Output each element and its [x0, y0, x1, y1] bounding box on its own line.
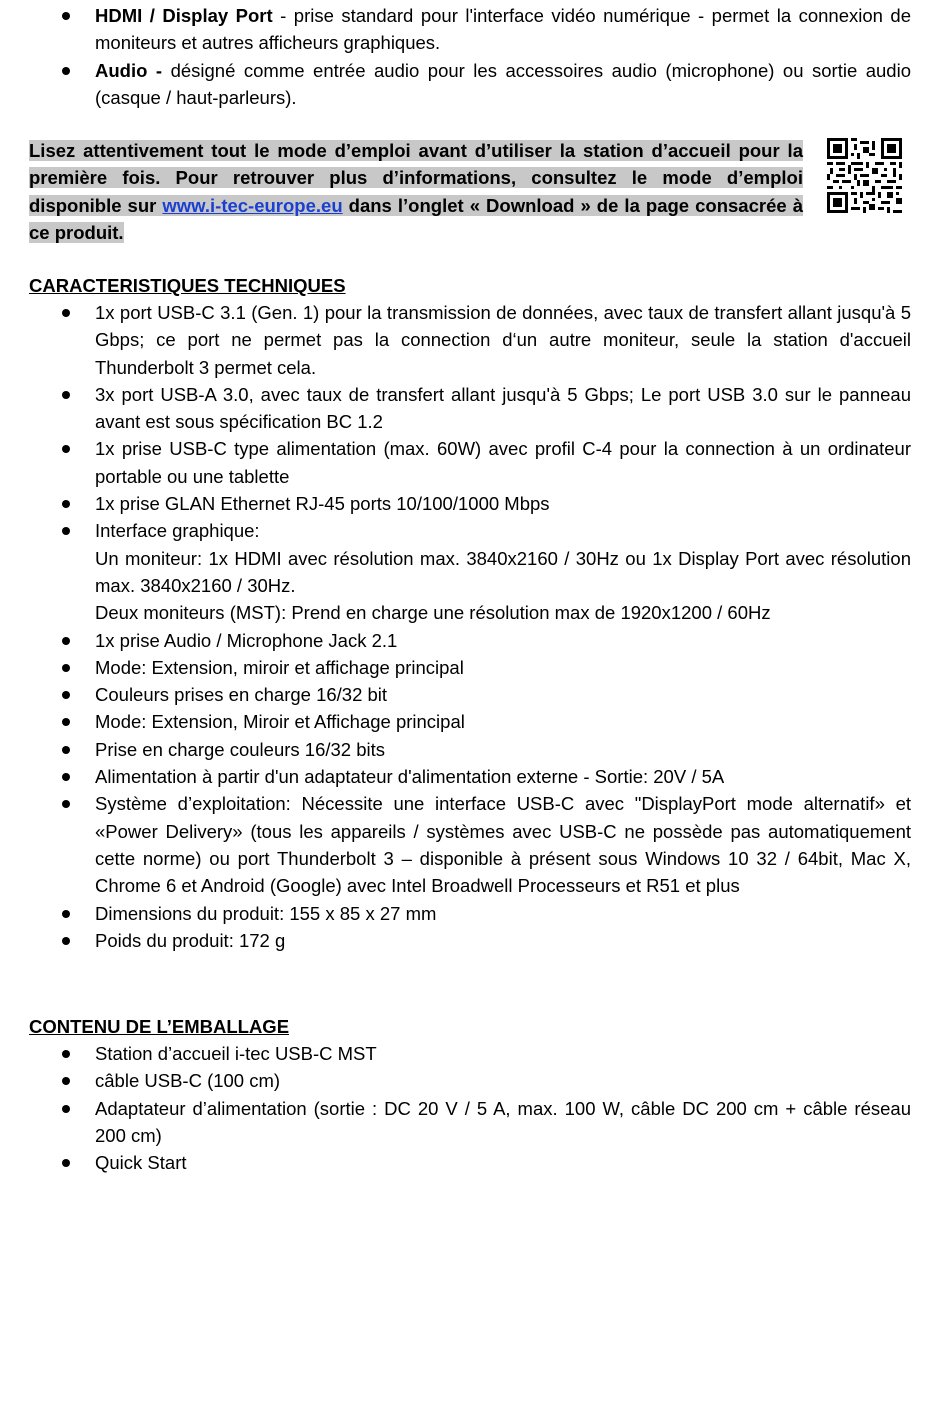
bullet-icon: [62, 12, 70, 20]
list-item: [29, 517, 911, 626]
package-list: [29, 1040, 911, 1176]
list-item: [29, 790, 911, 899]
item-text: 1x prise USB-C type alimentation (max. 60W) avec profil C-4 pour la connection à un ordinateur portable ou une tablette: [95, 438, 911, 487]
bullet-icon: [62, 637, 70, 645]
list-item: [29, 681, 911, 708]
bullet-icon: [62, 445, 70, 453]
list-item: [29, 736, 911, 763]
item-text: Mode: Extension, miroir et affichage principal: [95, 656, 464, 678]
list-item: [29, 435, 911, 490]
item-text: Dimensions du produit: 155 x 85 x 27 mm: [95, 902, 437, 924]
bullet-icon: [62, 1077, 70, 1085]
list-item: [29, 1095, 911, 1150]
item-text: Adaptateur d’alimentation (sortie : DC 20 V / 5 A, max. 100 W, câble DC 200 cm + câble réseau 200 cm): [95, 1097, 911, 1146]
item-text: 3x port USB-A 3.0, avec taux de transfert allant jusqu'à 5 Gbps; Le port USB 3.0 sur le panneau avant est sous spécification BC 1.2: [95, 383, 911, 433]
item-text: Quick Start: [95, 1152, 187, 1174]
intro-list: [29, 2, 911, 111]
bullet-icon: [62, 500, 70, 508]
section-heading-package: CONTENU DE L’EMBALLAGE: [29, 1016, 290, 1037]
list-item: [29, 57, 911, 112]
bullet-icon: [62, 67, 70, 75]
item-term: HDMI / Display Port: [95, 5, 273, 26]
list-item: [29, 763, 911, 790]
bullet-icon: [62, 664, 70, 672]
item-text: Mode: Extension, Miroir et Affichage principal: [95, 711, 465, 733]
item-text: 1x prise GLAN Ethernet RJ-45 ports 10/100/1000 Mbps: [95, 493, 550, 515]
website-link[interactable]: www.i-tec-europe.eu: [162, 194, 343, 216]
qr-code-icon: [827, 138, 902, 213]
list-item: [29, 1067, 911, 1094]
list-item: [29, 708, 911, 735]
item-text: Système d’exploitation: Nécessite une interface USB-C avec "DisplayPort mode alternatif» et «Power Delivery» (tous les appareils / systèmes avec USB-C ne possède pas automatiquement cette norme) ou port Thunderbolt 3 – disponible à présent sous Windows 10 32 / 64bit, Mac X, Chrome 6 et Android (Google) avec Intel Broadwell Processeurs et R51 et plus: [95, 793, 911, 897]
item-text: 1x port USB-C 3.1 (Gen. 1) pour la transmission de données, avec taux de transfert allant jusqu'à 5 Gbps; ce port ne permet pas la connection d‘un autre moniteur, seule la station d'accueil Thunderbolt 3 permet cela.: [95, 302, 911, 378]
bullet-icon: [62, 1105, 70, 1113]
bullet-icon: [62, 910, 70, 918]
list-item: [29, 381, 911, 436]
item-text: Prise en charge couleurs 16/32 bits: [95, 738, 386, 760]
list-item: [29, 927, 911, 954]
bullet-icon: [62, 718, 70, 726]
item-text: câble USB-C (100 cm): [95, 1070, 281, 1092]
bullet-icon: [62, 746, 70, 754]
notice-text-1: Lisez attentivement tout le mode d’emploi avant d’utiliser la station d’accueil pour la première fois. Pour retrouver plus d’informations, consultez le mode d’emploi disponible sur: [29, 140, 803, 216]
bullet-icon: [62, 309, 70, 317]
notice-paragraph: [29, 137, 803, 246]
list-item: [29, 2, 911, 57]
item-text: Station d’accueil i-tec USB-C MST: [95, 1043, 377, 1064]
bullet-icon: [62, 937, 70, 945]
list-item: [29, 900, 911, 927]
bullet-icon: [62, 527, 70, 535]
graphics-one-monitor: Un moniteur: 1x HDMI avec résolution max. 3840x2160 / 30Hz ou 1x Display Port avec résolution max. 3840x2160 / 30Hz.: [95, 547, 911, 596]
specs-list: [29, 299, 911, 954]
bullet-icon: [62, 1159, 70, 1167]
list-item: [29, 627, 911, 654]
list-item: [29, 654, 911, 681]
item-text: - prise standard pour l'interface vidéo numérique - permet la connexion de moniteurs et autres afficheurs graphiques.: [95, 5, 911, 54]
item-text: Interface graphique:: [95, 520, 260, 542]
item-term: Audio -: [95, 59, 163, 81]
list-item: [29, 299, 911, 381]
bullet-icon: [62, 773, 70, 781]
item-text: Alimentation à partir d'un adaptateur d'alimentation externe - Sortie: 20V / 5A: [95, 766, 725, 788]
item-text: Poids du produit: 172 g: [95, 929, 286, 951]
item-text: désigné comme entrée audio pour les accessoires audio (microphone) ou sortie audio (casque / haut-parleurs).: [95, 59, 912, 108]
graphics-two-monitors: Deux moniteurs (MST): Prend en charge une résolution max de 1920x1200 / 60Hz: [95, 602, 771, 624]
list-item: [29, 1149, 911, 1176]
bullet-icon: [62, 1050, 70, 1058]
list-item: [29, 490, 911, 517]
list-item: [29, 1040, 911, 1067]
bullet-icon: [62, 800, 70, 808]
item-text: Couleurs prises en charge 16/32 bit: [95, 684, 388, 706]
item-text: 1x prise Audio / Microphone Jack 2.1: [95, 629, 398, 651]
notice-text-2: dans l’onglet « Download » de la page consacrée à ce produit.: [29, 194, 804, 243]
section-heading-specs: CARACTERISTIQUES TECHNIQUES: [29, 275, 346, 296]
bullet-icon: [62, 391, 70, 399]
bullet-icon: [62, 691, 70, 699]
